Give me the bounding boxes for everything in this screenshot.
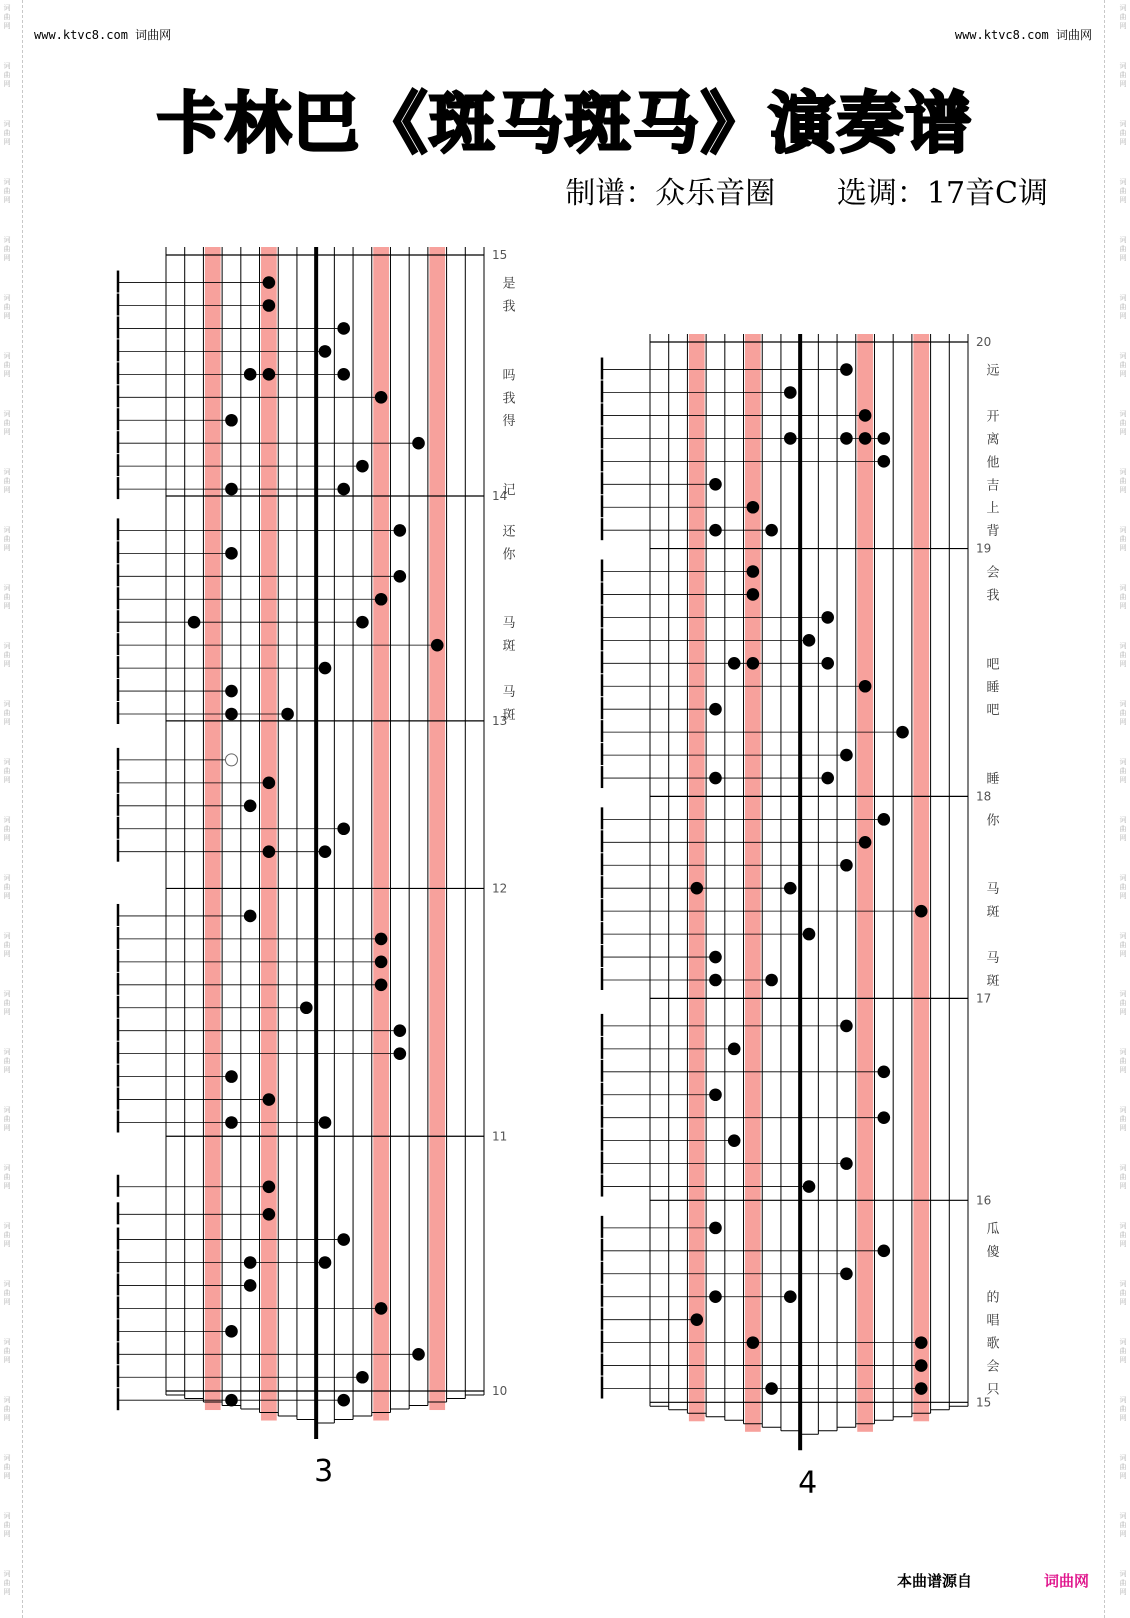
lyric-char: 斑 <box>986 905 1000 921</box>
watermark-text: 词 曲 网 <box>3 178 11 204</box>
watermark-text: 词 曲 网 <box>1119 932 1127 958</box>
tine-highlight <box>429 247 445 1410</box>
lyric-char: 我 <box>502 299 516 315</box>
watermark-text: 词 曲 网 <box>1119 1454 1127 1480</box>
lyric-char: 你 <box>986 813 1000 829</box>
lyric-char: 吧 <box>986 657 1000 673</box>
lyric-char: 马 <box>502 616 516 632</box>
note-dot <box>878 1111 891 1124</box>
watermark-text: 词 曲 网 <box>3 1164 11 1190</box>
note-dot <box>225 685 238 698</box>
lyric-char: 吗 <box>502 368 516 384</box>
note-dot <box>784 1290 797 1303</box>
note-dot <box>709 772 722 785</box>
tine-highlight <box>261 247 277 1421</box>
note-dot <box>840 749 853 762</box>
bar-number: 11 <box>492 1129 508 1144</box>
note-dot <box>840 1267 853 1280</box>
lyric-char: 睡 <box>986 680 1000 696</box>
tine-highlight <box>689 334 705 1421</box>
note-dot <box>356 616 369 629</box>
note-dot <box>375 933 388 946</box>
lyric-char: 睡 <box>986 772 1000 788</box>
note-dot <box>709 1088 722 1101</box>
note-dot <box>319 1116 332 1129</box>
lyric-char: 上 <box>986 501 1000 517</box>
watermark-text: 词 曲 网 <box>3 1048 11 1074</box>
note-dot <box>878 455 891 468</box>
note-dot <box>709 951 722 964</box>
lyric-char: 傻 <box>986 1244 1000 1260</box>
note-dot <box>394 1024 407 1037</box>
watermark-text: 词 曲 网 <box>1119 236 1127 262</box>
watermark-text: 词 曲 网 <box>1119 4 1127 30</box>
note-dot <box>821 657 834 670</box>
lyric-char: 唱 <box>986 1313 1000 1329</box>
header-site-right[interactable]: www.ktvc8.com 词曲网 <box>954 28 1092 42</box>
note-dot <box>412 1348 425 1361</box>
note-dot <box>709 478 722 491</box>
note-dot <box>859 680 872 693</box>
lyric-char: 得 <box>502 414 516 430</box>
lyric-char: 我 <box>986 588 1000 604</box>
note-dot <box>728 1134 741 1147</box>
tine-highlight <box>745 334 761 1432</box>
note-dot <box>431 639 444 652</box>
lyric-char: 是 <box>502 276 516 292</box>
watermark-text: 词 曲 网 <box>1119 178 1127 204</box>
note-dot <box>225 1394 238 1407</box>
watermark-text: 词 曲 网 <box>3 816 11 842</box>
watermark-text: 词 曲 网 <box>3 758 11 784</box>
watermark-text: 词 曲 网 <box>3 874 11 900</box>
lyric-char: 瓜 <box>986 1221 1000 1237</box>
note-dot <box>244 910 257 923</box>
note-dot <box>356 1371 369 1384</box>
note-dot <box>244 800 257 813</box>
watermark-text: 词 曲 网 <box>1119 874 1127 900</box>
note-dot <box>375 391 388 404</box>
page-number: 4 <box>798 1465 818 1501</box>
note-dot <box>244 1256 257 1269</box>
note-dot <box>803 634 816 647</box>
lyric-char: 斑 <box>986 974 1000 990</box>
note-dot <box>375 593 388 606</box>
note-dot <box>803 928 816 941</box>
lyric-char: 只 <box>986 1382 1000 1398</box>
note-dot <box>709 1290 722 1303</box>
note-dot <box>840 1020 853 1033</box>
watermark-text: 词 曲 网 <box>3 236 11 262</box>
note-dot <box>263 276 276 289</box>
note-dot <box>690 882 703 895</box>
note-dot <box>747 657 760 670</box>
lyric-char: 斑 <box>502 708 516 723</box>
lyric-char: 你 <box>502 547 516 563</box>
watermark-text: 词 曲 网 <box>1119 1512 1127 1538</box>
note-dot <box>709 524 722 537</box>
lyric-char: 记 <box>502 483 516 499</box>
note-dot <box>263 777 276 790</box>
note-dot <box>878 813 891 826</box>
note-dot <box>394 570 407 583</box>
bar-number: 15 <box>976 1395 992 1410</box>
note-dot <box>244 368 257 381</box>
note-dot <box>225 547 238 560</box>
note-dot <box>915 1336 928 1349</box>
lyric-char: 离 <box>986 432 1000 448</box>
watermark-text: 词 曲 网 <box>1119 352 1127 378</box>
lyric-char: 他 <box>986 455 1000 471</box>
note-dot <box>263 1208 276 1221</box>
watermark-text: 词 曲 网 <box>3 642 11 668</box>
note-dot <box>821 772 834 785</box>
watermark-text: 词 曲 网 <box>3 62 11 88</box>
watermark-text: 词 曲 网 <box>1119 1106 1127 1132</box>
bar-number: 17 <box>976 991 992 1006</box>
lyric-char: 歌 <box>986 1336 1000 1352</box>
lyric-char: 背 <box>986 524 1000 540</box>
watermark-text: 词 曲 网 <box>1119 990 1127 1016</box>
watermark-text: 词 曲 网 <box>3 468 11 494</box>
page-number: 3 <box>314 1454 334 1490</box>
note-dot <box>859 409 872 422</box>
note-dot <box>394 524 407 537</box>
bar-number: 10 <box>492 1384 508 1399</box>
note-dot <box>337 368 350 381</box>
watermark-text: 词 曲 网 <box>3 352 11 378</box>
note-dot <box>188 616 201 629</box>
watermark-text: 词 曲 网 <box>1119 1280 1127 1306</box>
bar-number: 16 <box>976 1193 992 1208</box>
watermark-text: 词 曲 网 <box>1119 120 1127 146</box>
note-dot <box>319 1256 332 1269</box>
note-dot <box>337 1233 350 1246</box>
bar-number: 13 <box>492 713 508 728</box>
watermark-text: 词 曲 网 <box>3 410 11 436</box>
lyric-char: 马 <box>502 685 516 701</box>
watermark-text: 词 曲 网 <box>3 932 11 958</box>
watermark-text: 词 曲 网 <box>1119 62 1127 88</box>
watermark-text: 词 曲 网 <box>3 990 11 1016</box>
header-site-left[interactable]: www.ktvc8.com 词曲网 <box>34 28 172 42</box>
note-dot <box>821 611 834 624</box>
note-dot <box>915 1382 928 1395</box>
note-dot <box>728 1043 741 1056</box>
watermark-text: 词 曲 网 <box>1119 1164 1127 1190</box>
lyric-char: 会 <box>986 1359 1000 1375</box>
tine-highlight <box>373 247 389 1421</box>
watermark-text: 词 曲 网 <box>3 1338 11 1364</box>
note-dot <box>747 501 760 514</box>
watermark-text: 词 曲 网 <box>1119 700 1127 726</box>
watermark-text: 词 曲 网 <box>3 1512 11 1538</box>
watermark-text: 词 曲 网 <box>1119 294 1127 320</box>
tine-highlight <box>857 334 873 1432</box>
note-dot <box>337 483 350 496</box>
bar-number: 14 <box>492 488 508 503</box>
note-dot <box>225 414 238 427</box>
note-dot <box>728 657 741 670</box>
note-dot <box>878 1245 891 1258</box>
lyric-char: 马 <box>986 882 1000 898</box>
lyric-char: 吧 <box>986 703 1000 719</box>
note-dot <box>765 1382 778 1395</box>
bar-number: 19 <box>976 541 992 556</box>
watermark-text: 词 曲 网 <box>3 526 11 552</box>
watermark-text: 词 曲 网 <box>3 4 11 30</box>
note-dot <box>281 708 294 721</box>
note-dot <box>263 1180 276 1193</box>
note-dot <box>765 524 778 537</box>
note-dot <box>915 1359 928 1372</box>
note-dot <box>915 905 928 918</box>
note-dot <box>747 588 760 601</box>
footer-source: 本曲谱源自 <box>897 1572 973 1590</box>
watermark-text: 词 曲 网 <box>3 1222 11 1248</box>
page-title: 卡林巴《斑马斑马》演奏谱 <box>157 85 973 162</box>
watermark-text: 词 曲 网 <box>1119 758 1127 784</box>
note-dot <box>840 1157 853 1170</box>
lyric-char: 马 <box>986 951 1000 967</box>
watermark-text: 词 曲 网 <box>3 120 11 146</box>
tine-highlight <box>913 334 929 1421</box>
footer-brand[interactable]: 词曲网 <box>1044 1572 1090 1590</box>
lyric-char: 远 <box>986 363 1000 379</box>
note-dot <box>709 703 722 716</box>
note-dot <box>784 882 797 895</box>
watermark-text: 词 曲 网 <box>1119 1222 1127 1248</box>
note-dot <box>225 483 238 496</box>
note-dot <box>225 1070 238 1083</box>
note-dot <box>878 1066 891 1079</box>
watermark-text: 词 曲 网 <box>1119 1048 1127 1074</box>
key-credit: 选调：17音C调 <box>836 176 1048 211</box>
lyric-char: 开 <box>986 409 1000 425</box>
bar-number: 20 <box>976 335 992 349</box>
note-dot <box>747 565 760 578</box>
bar-number: 12 <box>492 881 508 896</box>
note-dot <box>803 1180 816 1193</box>
watermark-text: 词 曲 网 <box>1119 1338 1127 1364</box>
watermark-text: 词 曲 网 <box>3 1454 11 1480</box>
note-dot <box>709 974 722 987</box>
note-dot <box>784 432 797 445</box>
watermark-text: 词 曲 网 <box>3 294 11 320</box>
note-dot <box>878 432 891 445</box>
note-dot <box>840 363 853 376</box>
note-dot <box>244 1279 257 1292</box>
note-dot <box>356 460 369 473</box>
note-dot <box>375 956 388 969</box>
watermark-text: 词 曲 网 <box>1119 642 1127 668</box>
note-dot <box>765 974 778 987</box>
watermark-text: 词 曲 网 <box>3 1396 11 1422</box>
lyric-char: 会 <box>986 565 1000 581</box>
arranger-credit: 制谱：众乐音圈 <box>565 176 776 211</box>
watermark-text: 词 曲 网 <box>1119 1396 1127 1422</box>
watermark-text: 词 曲 网 <box>1119 1570 1127 1596</box>
note-dot <box>394 1047 407 1060</box>
note-dot <box>337 822 350 835</box>
note-dot <box>747 1336 760 1349</box>
watermark-text: 词 曲 网 <box>1119 468 1127 494</box>
note-dot <box>412 437 425 450</box>
note-dot <box>225 1116 238 1129</box>
note-dot <box>225 1325 238 1338</box>
watermark-text: 词 曲 网 <box>3 1106 11 1132</box>
note-dot <box>375 1302 388 1315</box>
watermark-text: 词 曲 网 <box>1119 526 1127 552</box>
note-dot <box>319 345 332 358</box>
note-dot <box>690 1313 703 1326</box>
note-dot <box>319 845 332 858</box>
note-dot <box>263 1093 276 1106</box>
note-dot <box>709 1222 722 1235</box>
watermark-text: 词 曲 网 <box>3 700 11 726</box>
watermark-text: 词 曲 网 <box>3 1280 11 1306</box>
lyric-char: 还 <box>502 524 516 540</box>
hollow-note <box>225 754 237 766</box>
note-dot <box>300 1001 313 1014</box>
bar-number: 15 <box>492 248 508 262</box>
lyric-char: 的 <box>986 1290 1000 1306</box>
watermark-text: 词 曲 网 <box>3 1570 11 1596</box>
note-dot <box>784 386 797 399</box>
lyric-char: 我 <box>502 391 516 407</box>
note-dot <box>337 322 350 335</box>
note-dot <box>859 432 872 445</box>
lyric-char: 斑 <box>502 639 516 655</box>
note-dot <box>319 662 332 675</box>
note-dot <box>840 859 853 872</box>
note-dot <box>840 432 853 445</box>
note-dot <box>263 845 276 858</box>
note-dot <box>375 979 388 992</box>
watermark-text: 词 曲 网 <box>1119 584 1127 610</box>
note-dot <box>859 836 872 849</box>
watermark-text: 词 曲 网 <box>1119 410 1127 436</box>
note-dot <box>263 368 276 381</box>
note-dot <box>896 726 909 739</box>
lyric-char: 吉 <box>986 478 1000 494</box>
note-dot <box>225 708 238 721</box>
note-dot <box>337 1394 350 1407</box>
watermark-text: 词 曲 网 <box>1119 816 1127 842</box>
watermark-text: 词 曲 网 <box>3 584 11 610</box>
note-dot <box>263 299 276 312</box>
bar-number: 18 <box>976 789 992 804</box>
